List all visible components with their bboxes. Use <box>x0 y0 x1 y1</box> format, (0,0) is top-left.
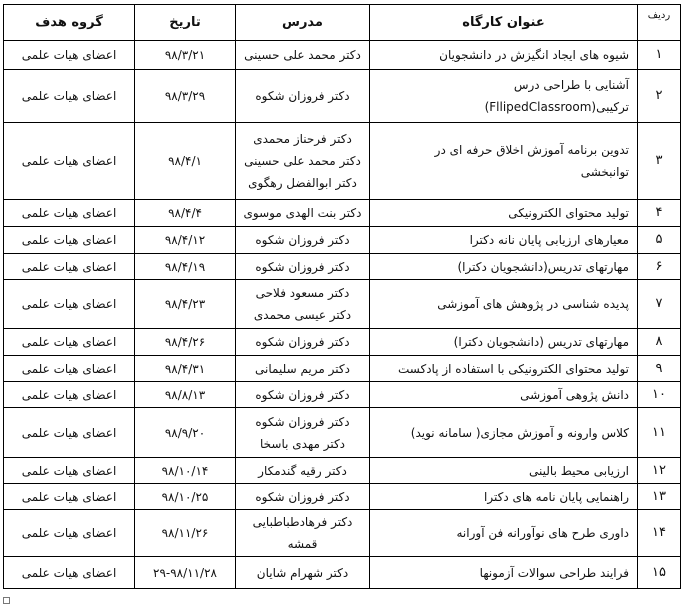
instructor-name: دکتر مهدی باسخا <box>259 436 346 451</box>
workshop-title <box>370 200 638 227</box>
row-number: ۱۳ <box>638 484 681 510</box>
workshop-date: ۹۸/۴/۲۳ <box>135 280 236 329</box>
target-audience: اعضای هیات علمی <box>4 227 135 254</box>
workshop-title <box>370 510 638 557</box>
table-row <box>4 123 681 200</box>
table-row <box>4 557 681 589</box>
workshop-title-line: شیوه های ایجاد انگیزش در دانشجویان <box>439 48 629 62</box>
target-audience: اعضای هیات علمی <box>4 408 135 458</box>
row-number: ۱۲ <box>638 458 681 484</box>
instructor-name: دکتر فروزان شکوه <box>255 335 350 349</box>
instructor-cell <box>236 510 370 557</box>
workshop-date: ۹۸/۴/۴ <box>135 200 236 227</box>
row-number: ۷ <box>638 280 681 329</box>
instructor-cell <box>236 123 370 200</box>
workshop-title-line: داوری طرح های نوآورانه فن آورانه <box>456 526 629 540</box>
instructor-cell <box>236 254 370 280</box>
instructor-name: دکتر فروزان شکوه <box>255 489 350 504</box>
workshop-title-line: پدیده شناسی در پژوهش های آموزشی <box>437 297 629 311</box>
row-number: ۱۰ <box>638 382 681 408</box>
workshop-date: ۹۸/۳/۲۱ <box>135 41 236 70</box>
table-row <box>4 200 681 227</box>
workshop-date: ۹۸/۴/۳۱ <box>135 356 236 382</box>
instructor-name: دکتر محمد علی حسینی <box>244 154 361 168</box>
instructor-name: دکتر عیسی محمدی <box>253 308 352 322</box>
workshop-title <box>370 280 638 329</box>
workshop-title <box>370 557 638 589</box>
target-audience: اعضای هیات علمی <box>4 356 135 382</box>
table-row <box>4 227 681 254</box>
table-row <box>4 458 681 484</box>
instructor-cell <box>236 408 370 458</box>
instructor-name: دکتر مسعود فلاحی <box>255 286 350 300</box>
workshop-date: ۹۸/۴/۲۶ <box>135 329 236 356</box>
target-audience: اعضای هیات علمی <box>4 41 135 70</box>
row-number: ۵ <box>638 227 681 254</box>
instructor-name: دکتر فروزان شکوه <box>255 387 350 402</box>
workshop-title <box>370 123 638 200</box>
instructor-cell <box>236 200 370 227</box>
instructor-name: دکتر ابوالفضل رهگوی <box>248 176 357 190</box>
workshop-title-line: ترکیبی(FllipedClassroom) <box>484 100 629 114</box>
workshop-title <box>370 70 638 123</box>
target-audience: اعضای هیات علمی <box>4 510 135 557</box>
instructor-name: دکتر محمد علی حسینی <box>244 48 361 62</box>
row-number: ۳ <box>638 123 681 200</box>
header-instructor: مدرس <box>236 5 370 41</box>
workshop-title <box>370 408 638 458</box>
table-row <box>4 356 681 382</box>
instructor-cell <box>236 41 370 70</box>
table-row <box>4 280 681 329</box>
row-number: ۹ <box>638 356 681 382</box>
target-audience: اعضای هیات علمی <box>4 382 135 408</box>
target-audience: اعضای هیات علمی <box>4 200 135 227</box>
header-num: ردیف <box>638 5 681 41</box>
header-date: تاریخ <box>135 5 236 41</box>
workshop-title-line: تولید محتوای الکترونیکی با استفاده از پادکست <box>398 361 629 376</box>
target-audience: اعضای هیات علمی <box>4 254 135 280</box>
workshop-title-line: تولید محتوای الکترونیکی <box>508 206 629 220</box>
workshop-title-line: دانش پژوهی آموزشی <box>520 387 629 402</box>
instructor-name: دکتر فروزان شکوه <box>255 414 350 429</box>
workshop-title <box>370 356 638 382</box>
target-audience: اعضای هیات علمی <box>4 280 135 329</box>
workshop-date: ۹۸/۴/۱ <box>135 123 236 200</box>
instructor-name: دکتر فرهادطباطبایی <box>252 515 353 529</box>
workshop-title <box>370 41 638 70</box>
workshop-date: ۹۸/۱۰/۱۴ <box>135 458 236 484</box>
workshop-title-line: معیارهای ارزیابی پایان نانه دکترا <box>469 233 629 247</box>
workshop-title-line: مهارتهای تدریس (دانشجویان دکترا) <box>453 335 629 349</box>
workshop-table-wrapper <box>3 4 681 589</box>
instructor-name: دکتر مریم سلیمانی <box>255 361 350 376</box>
workshop-date: ۹۸/۴/۱۹ <box>135 254 236 280</box>
instructor-cell <box>236 458 370 484</box>
row-number: ۱۱ <box>638 408 681 458</box>
instructor-name: دکتر فرحناز محمدی <box>253 132 352 146</box>
workshop-table <box>3 4 681 589</box>
target-audience: اعضای هیات علمی <box>4 484 135 510</box>
workshop-title <box>370 458 638 484</box>
workshop-title-line: توانبخشی <box>580 165 629 179</box>
instructor-cell <box>236 329 370 356</box>
row-number: ۸ <box>638 329 681 356</box>
row-number: ۱۵ <box>638 557 681 589</box>
workshop-title <box>370 329 638 356</box>
workshop-title-line: کلاس وارونه و آموزش مجازی( سامانه نوید) <box>410 425 629 440</box>
instructor-name: دکتر رقیه گندمکار <box>258 463 347 478</box>
row-number: ۴ <box>638 200 681 227</box>
workshop-title-line: ارزیابی محیط بالینی <box>529 463 629 478</box>
row-number: ۱۴ <box>638 510 681 557</box>
header-row <box>4 5 681 41</box>
workshop-date: ۹۸/۹/۲۰ <box>135 408 236 458</box>
instructor-cell <box>236 557 370 589</box>
table-body <box>4 41 681 589</box>
target-audience: اعضای هیات علمی <box>4 70 135 123</box>
instructor-cell <box>236 227 370 254</box>
workshop-title <box>370 227 638 254</box>
table-row <box>4 484 681 510</box>
target-audience: اعضای هیات علمی <box>4 123 135 200</box>
workshop-title-line: تدوین برنامه آموزش اخلاق حرفه ای در <box>434 143 629 157</box>
table-anchor-marker <box>3 597 10 604</box>
instructor-cell <box>236 280 370 329</box>
workshop-date: ۹۸/۱۰/۲۵ <box>135 484 236 510</box>
instructor-cell <box>236 382 370 408</box>
instructor-name: دکتر فروزان شکوه <box>255 89 350 103</box>
workshop-date: ۹۸/۱۱/۲۶ <box>135 510 236 557</box>
table-row <box>4 41 681 70</box>
workshop-date: ۹۸/۸/۱۳ <box>135 382 236 408</box>
workshop-date: ۹۸/۴/۱۲ <box>135 227 236 254</box>
table-row <box>4 382 681 408</box>
workshop-date: ۹۸/۳/۲۹ <box>135 70 236 123</box>
workshop-title-line: راهنمایی پایان نامه های دکترا <box>484 489 629 504</box>
row-number: ۱ <box>638 41 681 70</box>
table-row <box>4 70 681 123</box>
header-title: عنوان کارگاه <box>370 5 638 41</box>
workshop-title <box>370 382 638 408</box>
instructor-name: قمشه <box>287 537 318 551</box>
instructor-name: دکتر فروزان شکوه <box>255 259 350 274</box>
row-number: ۲ <box>638 70 681 123</box>
workshop-title-line: مهارتهای تدریس(دانشجویان دکترا) <box>457 259 629 274</box>
workshop-title-line: فرایند طراحی سوالات آزمونها <box>479 565 629 580</box>
instructor-cell <box>236 70 370 123</box>
workshop-title <box>370 254 638 280</box>
instructor-name: دکتر فروزان شکوه <box>255 233 350 247</box>
target-audience: اعضای هیات علمی <box>4 458 135 484</box>
row-number: ۶ <box>638 254 681 280</box>
table-row <box>4 329 681 356</box>
workshop-title <box>370 484 638 510</box>
workshop-date: ۲۹-۹۸/۱۱/۲۸ <box>135 557 236 589</box>
instructor-cell <box>236 356 370 382</box>
header-audience: گروه هدف <box>4 5 135 41</box>
target-audience: اعضای هیات علمی <box>4 329 135 356</box>
instructor-name: دکتر شهرام شایان <box>256 565 349 580</box>
target-audience: اعضای هیات علمی <box>4 557 135 589</box>
table-row <box>4 510 681 557</box>
instructor-cell <box>236 484 370 510</box>
table-row <box>4 408 681 458</box>
instructor-name: دکتر بنت الهدی موسوی <box>243 206 362 220</box>
table-row <box>4 254 681 280</box>
workshop-title-line: آشنایی با طراحی درس <box>513 78 629 92</box>
